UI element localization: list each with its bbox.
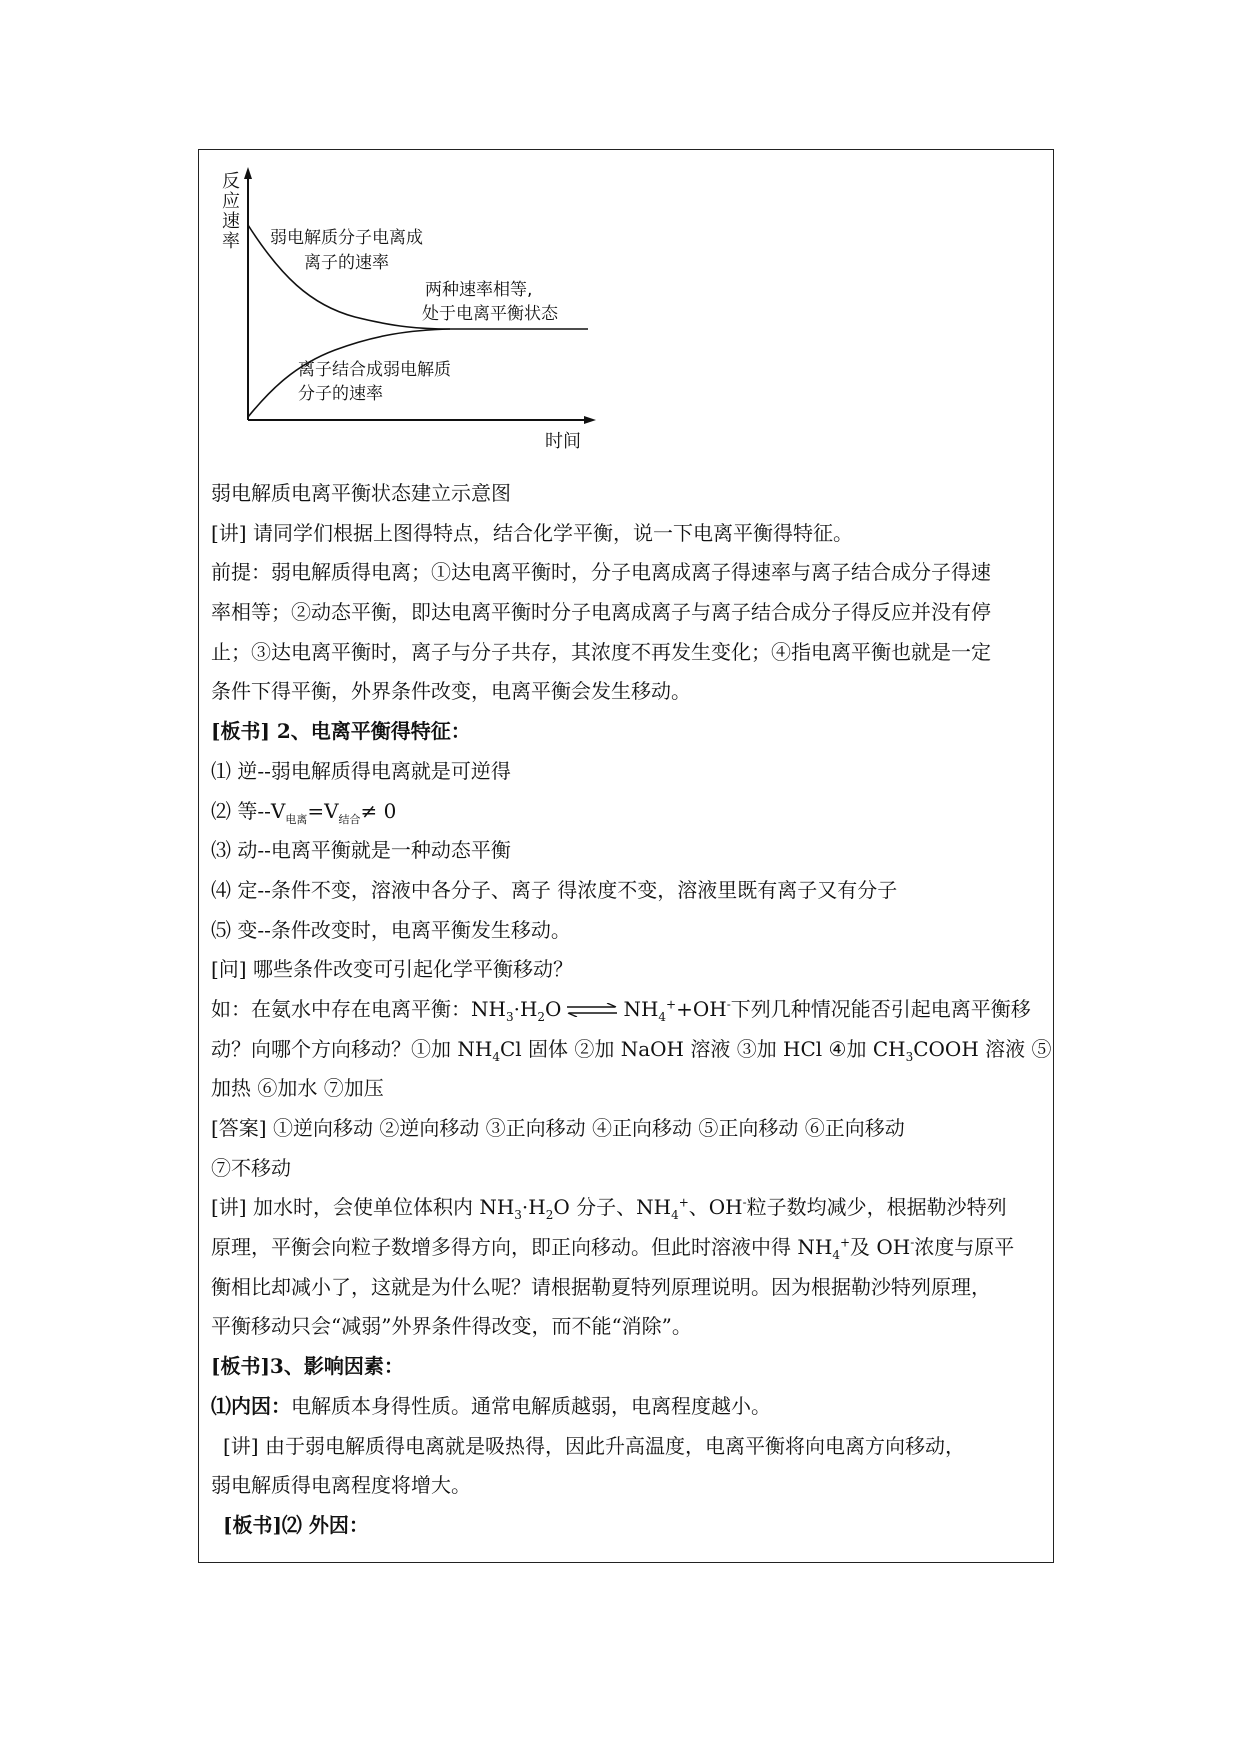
text: 、OH [688, 1195, 743, 1220]
subscript: 4 [492, 1049, 500, 1064]
ionization-equilibrium-diagram [210, 165, 610, 455]
figure-caption: 弱电解质电离平衡状态建立示意图 [211, 481, 511, 505]
board-heading-characteristics: [板书] 2、电离平衡得特征： [211, 719, 471, 744]
premise-line: 前提：弱电解质得电离；①达电离平衡时，分子电离成离子得速率与离子结合成分子得速 [211, 560, 991, 585]
y-axis-label-3: 速 [222, 211, 240, 232]
text: O 分子、NH [553, 1195, 672, 1220]
internal-factor-heading: ⑴内因： [211, 1393, 291, 1418]
subscript: 电离 [285, 812, 308, 826]
board-heading-factors: [板书]3、影响因素： [211, 1354, 404, 1379]
subscript: 4 [671, 1208, 679, 1223]
lecture-line [211, 1188, 1061, 1228]
reverse-curve-label-2: 分子的速率 [298, 384, 383, 404]
subscript: 2 [545, 1208, 554, 1223]
text: [讲] 加水时，会使单位体积内 NH [211, 1195, 515, 1220]
example-line [211, 990, 1061, 1030]
superscript: - [726, 997, 731, 1012]
superscript: - [910, 1235, 915, 1250]
text: NH [623, 996, 659, 1021]
text: 下列几种情况能否引起电离平衡移 [730, 996, 1031, 1021]
superscript: + [839, 1235, 851, 1250]
subscript: 4 [832, 1248, 840, 1263]
text: COOH 溶液 ⑤ [913, 1036, 1052, 1061]
document-body [211, 474, 1061, 1546]
text: O [545, 996, 562, 1021]
answer-line: ⑦不移动 [211, 1155, 291, 1180]
superscript: + [666, 997, 677, 1012]
text: +OH [676, 996, 727, 1021]
equilibrium-label-2: 处于电离平衡状态 [422, 304, 558, 324]
subscript: 3 [905, 1049, 914, 1064]
text: Cl 固体 ②加 NaOH 溶液 ③加 HCl ④加 CH [499, 1036, 906, 1061]
text: ·H [513, 996, 538, 1021]
superscript: - [742, 1195, 747, 1210]
y-axis-label-1: 反 [222, 171, 240, 192]
lecture-line: 平衡移动只会“减弱”外界条件得改变，而不能“消除”。 [211, 1314, 692, 1339]
feature-item: ⑴ 逆--弱电解质得电离就是可逆得 [211, 758, 511, 783]
text: ·H [521, 1195, 546, 1220]
x-axis [248, 416, 596, 424]
text: 粒子数均减少，根据勒沙特列 [746, 1195, 1007, 1220]
example-line: 加热 ⑥加水 ⑦加压 [211, 1076, 384, 1101]
text: 动？向哪个方向移动？①加 NH [211, 1036, 493, 1061]
y-axis-label-2: 应 [222, 191, 240, 212]
subscript: 3 [514, 1208, 522, 1223]
feature-item: ⑸ 变--条件改变时，电离平衡发生移动。 [211, 917, 571, 942]
x-axis-label: 时间 [545, 431, 581, 452]
subscript: 4 [658, 1009, 667, 1024]
lecture-line: 衡相比却减小了，这就是为什么呢？请根据勒夏特列原理说明。因为根据勒沙特列原理， [211, 1274, 991, 1299]
y-axis-label-4: 率 [222, 231, 240, 252]
text: 浓度与原平 [914, 1235, 1015, 1260]
answer-line: [答案] ①逆向移动 ②逆向移动 ③正向移动 ④正向移动 ⑤正向移动 ⑥正向移动 [211, 1116, 905, 1140]
board-heading-external: [板书]⑵ 外因： [223, 1512, 369, 1537]
lecture-line: 弱电解质得电离程度将增大。 [211, 1473, 471, 1498]
lecture-line: [讲] 由于弱电解质得电离就是吸热得，因此升高温度，电离平衡将向电离方向移动， [223, 1433, 965, 1458]
internal-factor-line [211, 1387, 1061, 1427]
question-line: [问] 哪些条件改变可引起化学平衡移动？ [211, 957, 573, 982]
superscript: + [678, 1195, 689, 1210]
feature-text: =V [307, 798, 339, 823]
premise-line: 条件下得平衡，外界条件改变，电离平衡会发生移动。 [211, 679, 691, 704]
feature-text: ⑵ 等--V [211, 798, 286, 823]
equilibrium-label-1: 两种速率相等, [425, 280, 533, 300]
feature-item [211, 792, 1061, 832]
feature-text: ≠ 0 [360, 798, 397, 823]
premise-line: 率相等；②动态平衡，即达电离平衡时分子电离成离子与离子结合成分子得反应并没有停 [211, 600, 991, 625]
subscript: 结合 [338, 812, 361, 826]
forward-curve-label-2: 离子的速率 [304, 253, 389, 273]
y-axis [244, 167, 252, 420]
subscript: 3 [505, 1009, 514, 1024]
lecture-paragraph: [讲] 请同学们根据上图得特点，结合化学平衡，说一下电离平衡得特征。 [211, 520, 853, 545]
premise-line: 止；③达电离平衡时，离子与分子共存，其浓度不再发生变化；④指电离平衡也就是一定 [211, 639, 991, 664]
reversible-arrow-icon [565, 1003, 619, 1017]
internal-factor-text: 电解质本身得性质。通常电解质越弱，电离程度越小。 [291, 1393, 771, 1418]
feature-item: ⑷ 定--条件不变，溶液中各分子、离子 得浓度不变，溶液里既有离子又有分子 [211, 877, 898, 902]
feature-item: ⑶ 动--电离平衡就是一种动态平衡 [211, 838, 511, 863]
forward-curve-label-1: 弱电解质分子电离成 [270, 228, 423, 248]
text: 原理，平衡会向粒子数增多得方向，即正向移动。但此时溶液中得 NH [211, 1235, 833, 1260]
example-line [211, 1030, 1061, 1070]
subscript: 2 [537, 1009, 546, 1024]
text: 如：在氨水中存在电离平衡：NH [211, 996, 506, 1021]
text: 及 OH [850, 1235, 911, 1260]
lecture-line [211, 1228, 1061, 1268]
reverse-curve-label-1: 离子结合成弱电解质 [298, 360, 451, 380]
